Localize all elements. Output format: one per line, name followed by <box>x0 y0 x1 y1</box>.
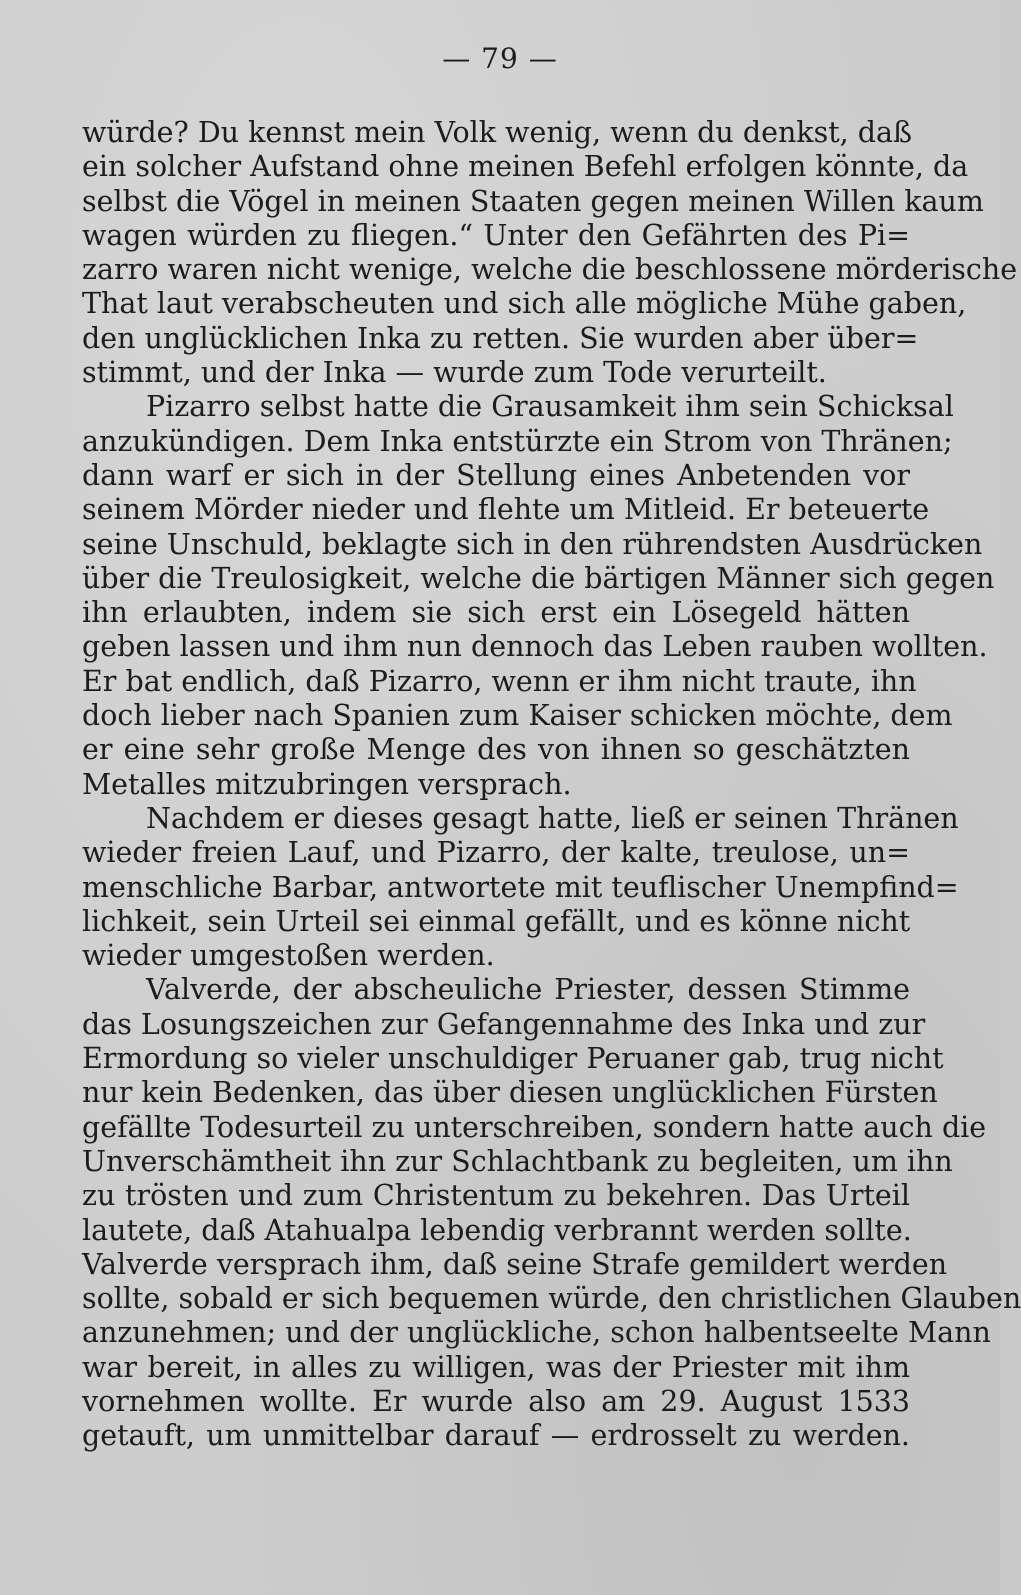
text-line: Ermordung so vieler unschuldiger Peruaner gab, trug nicht <box>82 1042 944 1076</box>
text-line: selbst die Vögel in meinen Staaten gegen meinen Willen kaum <box>82 184 984 218</box>
page-number: — 79 — <box>442 42 558 75</box>
body-text <box>82 116 1021 1454</box>
text-line: stimmt, und der Inka — wurde zum Tode verurteilt. <box>82 356 827 390</box>
text-line: seinem Mörder nieder und flehte um Mitleid. Er beteuerte <box>82 493 930 527</box>
text-line: getauft, um unmittelbar darauf — erdrosselt zu werden. <box>82 1419 910 1453</box>
text-line: doch lieber nach Spanien zum Kaiser schicken möchte, dem <box>82 699 953 733</box>
text-line: lautete, daß Atahualpa lebendig verbrannt werden sollte. <box>82 1213 912 1247</box>
text-line: nur kein Bedenken, das über diesen unglücklichen Fürsten <box>82 1076 938 1110</box>
text-line: zarro waren nicht wenige, welche die beschlossene mörderische <box>82 253 1018 287</box>
text-line: den unglücklichen Inka zu retten. Sie wurden aber über= <box>82 321 919 355</box>
text-line: das Losungszeichen zur Gefangennahme des Inka und zur <box>82 1007 926 1041</box>
text-line: Er bat endlich, daß Pizarro, wenn er ihm nicht traute, ihn <box>82 664 917 698</box>
text-line: wieder umgestoßen werden. <box>82 939 495 973</box>
text-line: Metalles mitzubringen versprach. <box>82 767 572 801</box>
text-line: geben lassen und ihm nun dennoch das Leben rauben wollten. <box>82 630 988 664</box>
text-line: gefällte Todesurteil zu unterschreiben, sondern hatte auch die <box>82 1110 987 1144</box>
text-line: That laut verabscheuten und sich alle mögliche Mühe gaben, <box>82 287 967 321</box>
text-line: Pizarro selbst hatte die Grausamkeit ihm sein Schicksal <box>146 390 954 424</box>
text-line: Valverde versprach ihm, daß seine Strafe gemildert werden <box>82 1247 948 1281</box>
text-line: menschliche Barbar, antwortete mit teuflischer Unempfind= <box>82 870 959 904</box>
paragraph <box>82 801 959 973</box>
text-line: seine Unschuld, beklagte sich in den rührendsten Ausdrücken <box>82 527 983 561</box>
text-line: er eine sehr große Menge des von ihnen so geschätzten <box>82 733 910 767</box>
text-line: wieder freien Lauf, und Pizarro, der kalte, treulose, un= <box>82 836 910 870</box>
text-line: lichkeit, sein Urteil sei einmal gefällt, und es könne nicht <box>82 904 911 938</box>
text-line: würde? Du kennst mein Volk wenig, wenn du denkst, daß <box>82 116 913 149</box>
text-line: sollte, sobald er sich bequemen würde, den christlichen Glauben <box>82 1282 1021 1316</box>
text-line: anzunehmen; und der unglückliche, schon halbentseelte Mann <box>82 1316 991 1350</box>
text-line: Nachdem er dieses gesagt hatte, ließ er seinen Thränen <box>146 801 959 835</box>
text-line: anzukündigen. Dem Inka entstürzte ein Strom von Thränen; <box>82 424 953 458</box>
paragraph <box>82 390 995 802</box>
text-line: vornehmen wollte. Er wurde also am 29. August 1533 <box>82 1384 910 1418</box>
text-line: dann warf er sich in der Stellung eines Anbetenden vor <box>82 458 910 492</box>
text-line: ihn erlaubten, indem sie sich erst ein Lösegeld hätten <box>82 596 910 630</box>
paragraph <box>82 973 1021 1453</box>
text-line: Unverschämtheit ihn zur Schlachtbank zu begleiten, um ihn <box>82 1144 953 1178</box>
text-line: zu trösten und zum Christentum zu bekehren. Das Urteil <box>82 1179 910 1213</box>
text-line: wagen würden zu fliegen.“ Unter den Gefährten des Pi= <box>82 218 910 252</box>
text-line: ein solcher Aufstand ohne meinen Befehl erfolgen könnte, da <box>82 150 969 184</box>
text-line: über die Treulosigkeit, welche die bärtigen Männer sich gegen <box>82 561 995 595</box>
text-line: war bereit, in alles zu willigen, was der Priester mit ihm <box>82 1350 910 1384</box>
paragraph <box>82 116 1018 390</box>
text-line: Valverde, der abscheuliche Priester, dessen Stimme <box>146 973 910 1007</box>
